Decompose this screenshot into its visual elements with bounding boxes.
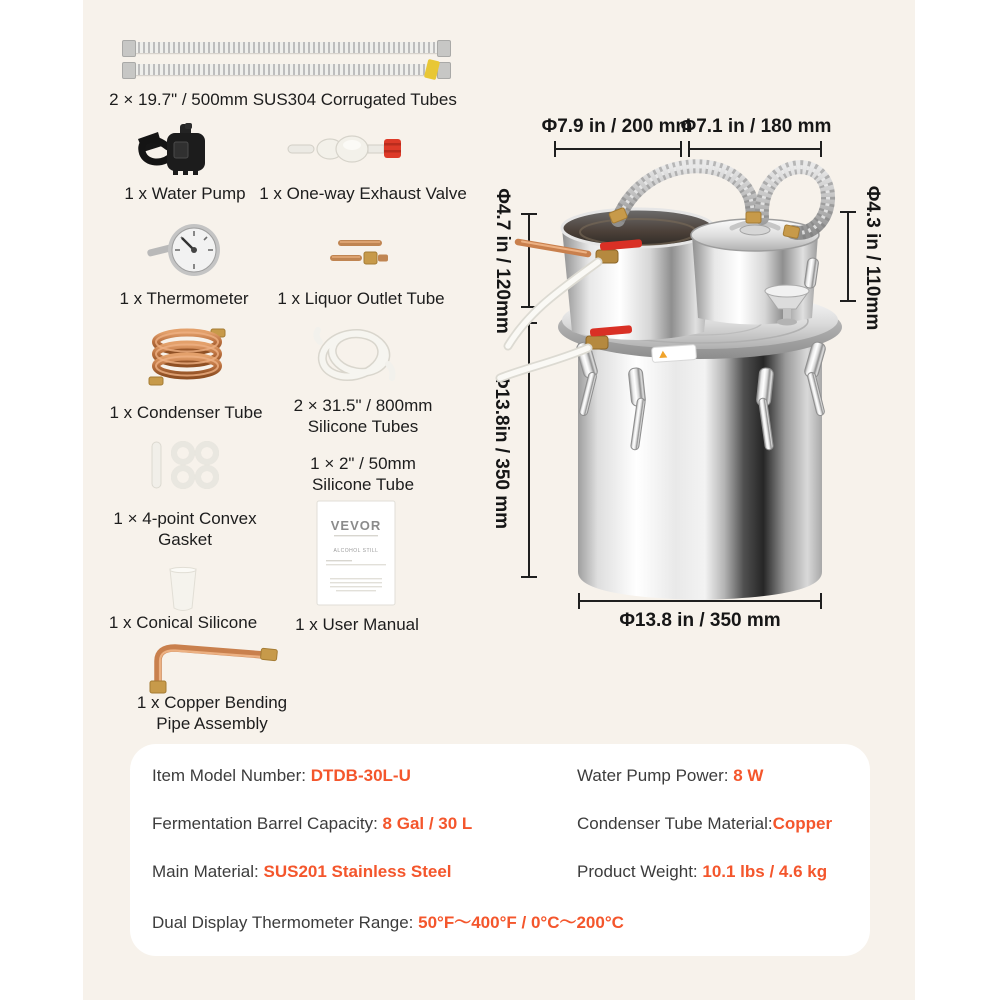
water-pump-image	[138, 123, 216, 177]
dim-top-right-label: Φ7.1 in / 180 mm	[680, 116, 832, 137]
condenser-tube-label: 1 x Condenser Tube	[109, 403, 263, 422]
convex-gasket-image	[150, 440, 222, 490]
spec-value: 50°F～400°F / 0°C～200°C	[418, 912, 624, 932]
corrugated-tubes-image	[133, 40, 440, 80]
conical-silicone-image	[163, 567, 203, 613]
liquor-outlet-tube-image	[330, 238, 392, 266]
product-image	[500, 140, 900, 620]
conical-silicone-label: 1 x Conical Silicone	[108, 613, 258, 632]
spec-product-weight	[577, 862, 870, 882]
spec-pump-power	[577, 766, 870, 786]
spec-main-material	[152, 862, 577, 882]
spec-label: Water Pump Power:	[577, 766, 734, 785]
spec-label: Dual Display Thermometer Range:	[152, 912, 419, 932]
manual-subtitle: ALCOHOL STILL	[333, 548, 379, 554]
spec-label: Fermentation Barrel Capacity:	[152, 814, 383, 833]
spec-row-3	[130, 848, 870, 896]
dim-top-left-label: Φ7.9 in / 200 mm	[541, 116, 693, 137]
spec-row-2	[130, 800, 870, 848]
dim-right-label: Φ4.3 in / 110mm	[862, 185, 883, 331]
spec-label: Product Weight:	[577, 862, 703, 881]
user-manual-image	[316, 500, 396, 606]
spec-label: Main Material:	[152, 862, 264, 881]
dim-bottom-label: Φ13.8 in / 350 mm	[619, 610, 781, 631]
spec-thermometer-range	[152, 908, 624, 933]
spec-value: SUS201 Stainless Steel	[263, 862, 452, 881]
spec-row-1	[130, 752, 870, 800]
condenser-tube-image	[147, 325, 229, 391]
spec-barrel-capacity	[152, 814, 577, 834]
spec-item-model	[152, 766, 577, 786]
spec-condenser-material	[577, 814, 870, 834]
spec-value: 8 Gal / 30 L	[382, 814, 473, 833]
dim-left-lower-label: Φ13.8in / 350 mm	[491, 372, 512, 530]
convex-gasket-label: 1 × 4-point Convex Gasket	[113, 509, 257, 550]
copper-bending-pipe-label: 1 x Copper Bending Pipe Assembly	[136, 693, 288, 734]
manual-brand: VEVOR	[330, 518, 382, 533]
silicone-tubes-label: 2 × 31.5" / 800mm Silicone Tubes	[293, 396, 433, 437]
silicone-tube-50-label: 1 × 2" / 50mm Silicone Tube	[310, 454, 416, 495]
spec-row-4	[130, 896, 870, 944]
liquor-outlet-tube-label: 1 x Liquor Outlet Tube	[277, 289, 445, 308]
dim-left-upper-label: Φ4.7 in / 120mm	[492, 188, 513, 334]
thermometer-image	[147, 221, 223, 285]
spec-panel	[130, 744, 870, 956]
spec-value: Copper	[772, 814, 833, 833]
user-manual-label: 1 x User Manual	[295, 615, 419, 634]
spec-value: 10.1 lbs / 4.6 kg	[702, 862, 828, 881]
copper-bending-pipe-image	[137, 639, 289, 695]
warning-sticker	[652, 344, 697, 362]
spec-label: Item Model Number:	[152, 766, 311, 785]
thermometer-label: 1 x Thermometer	[119, 289, 249, 308]
corrugated-tubes-label: 2 × 19.7" / 500mm SUS304 Corrugated Tubes	[109, 90, 457, 109]
exhaust-valve-image	[288, 131, 406, 165]
spec-label: Condenser Tube Material:	[577, 814, 773, 833]
water-pump-label: 1 x Water Pump	[124, 184, 246, 203]
spec-value: 8 W	[733, 766, 764, 785]
spec-value: DTDB-30L-U	[310, 766, 411, 785]
silicone-tubes-image	[312, 326, 396, 384]
exhaust-valve-label: 1 x One-way Exhaust Valve	[259, 184, 467, 203]
